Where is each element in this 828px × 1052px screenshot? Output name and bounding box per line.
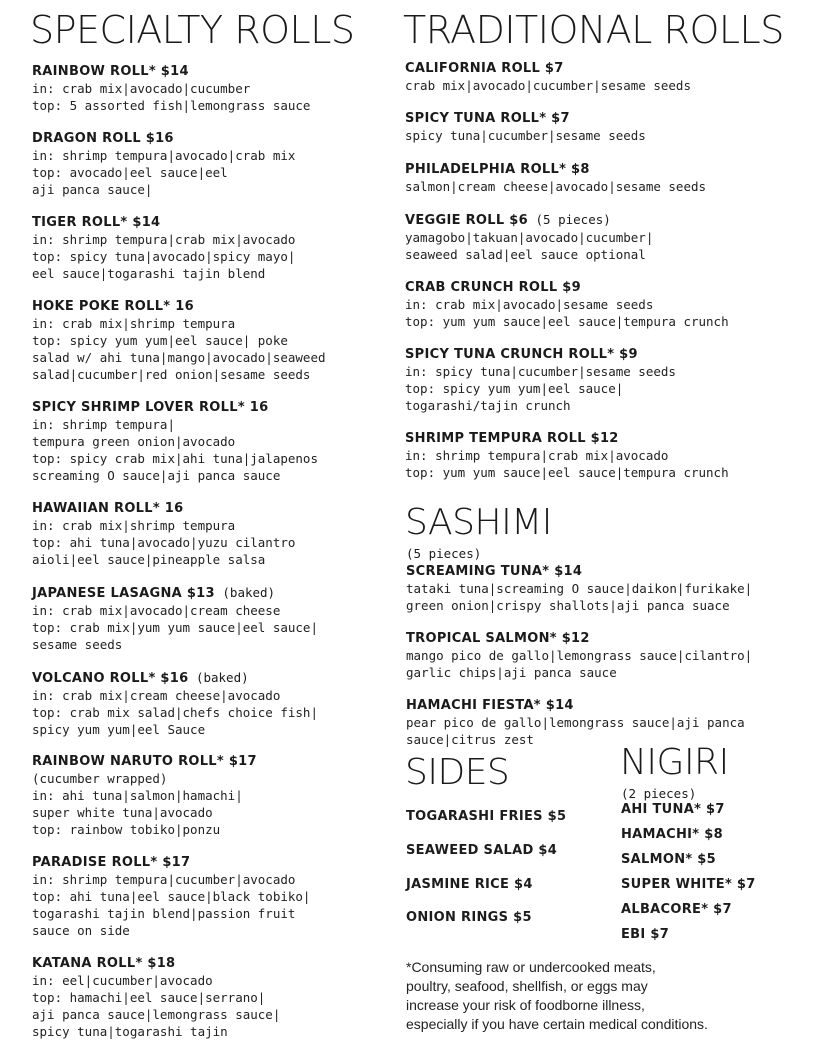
side-item: JASMINE RICE $4 [406,877,533,892]
item-description-line: top: hamachi|eel sauce|serrano| [32,990,266,1005]
disclaimer-line: especially if you have certain medical conditions. [406,1016,708,1032]
menu-item [406,563,752,614]
item-name [32,753,257,770]
item-name-text: JAPANESE LASAGNA $13 [32,586,215,601]
menu-item [32,669,318,738]
menu-item [32,854,310,939]
item-name [405,110,646,127]
item-name-text: KATANA ROLL* $18 [32,956,176,971]
menu-item [405,211,653,263]
item-name [32,214,295,231]
item-description-line: aji panca sauce|lemongrass sauce| [32,1007,281,1022]
item-description-line: salad|cucumber|red onion|sesame seeds [32,367,311,382]
specialty-rolls-title: SPECIALTY ROLLS [30,8,355,52]
menu-item [405,430,729,481]
item-name-text: CRAB CRUNCH ROLL $9 [405,280,581,295]
menu-item [32,399,318,484]
side-item: ONION RINGS $5 [406,910,532,925]
item-description-line: togarashi tajin blend|passion fruit [32,906,296,921]
nigiri-item: ALBACORE* $7 [621,902,732,917]
item-description-line: garlic chips|aji panca sauce [406,665,617,680]
item-description-line: in: crab mix|avocado|cucumber [32,81,251,96]
menu-item [32,753,257,838]
item-description-line: aji panca sauce| [32,182,153,197]
item-name-text: RAINBOW NARUTO ROLL* $17 [32,754,257,769]
item-description-line: in: crab mix|shrimp tempura [32,316,236,331]
nigiri-item: EBI $7 [621,927,670,942]
menu-item [32,584,318,653]
item-description-line: screaming O sauce|aji panca sauce [32,468,281,483]
item-description-line: in: shrimp tempura| [32,417,175,432]
item-name [406,563,752,580]
item-name [32,955,280,972]
disclaimer-line: increase your risk of foodborne illness, [406,997,645,1013]
item-name [405,430,729,447]
item-description-line: top: rainbow tobiko|ponzu [32,822,221,837]
item-description-line: green onion|crispy shallots|aji panca suace [406,598,730,613]
item-description-line: top: avocado|eel sauce|eel [32,165,228,180]
item-name-text: RAINBOW ROLL* $14 [32,64,189,79]
disclaimer-line: poultry, seafood, shellfish, or eggs may [406,978,648,994]
sashimi-title: SASHIMI [405,502,552,543]
item-name-text: SPICY TUNA ROLL* $7 [405,111,570,126]
item-description-line: pear pico de gallo|lemongrass sauce|aji panca [406,715,745,730]
item-name [405,161,706,178]
item-name [406,630,752,647]
item-description-line: top: spicy crab mix|ahi tuna|jalapenos [32,451,318,466]
item-description-line: mango pico de gallo|lemongrass sauce|cilantro| [406,648,753,663]
disclaimer-line: *Consuming raw or undercooked meats, [406,959,656,975]
nigiri-item: HAMACHI* $8 [621,827,723,842]
item-description-line: top: spicy yum yum|eel sauce| [405,381,624,396]
traditional-rolls-title: TRADITIONAL ROLLS [403,8,784,52]
menu-item [405,279,729,330]
item-name [32,63,310,80]
item-description-line: in: crab mix|cream cheese|avocado [32,688,281,703]
item-name-text: SPICY SHRIMP LOVER ROLL* 16 [32,400,269,415]
item-description-line: spicy tuna|togarashi tajin [32,1024,228,1039]
item-name-text: TROPICAL SALMON* $12 [406,631,590,646]
item-name [32,854,310,871]
item-description-line: in: shrimp tempura|crab mix|avocado [405,448,669,463]
item-name [406,697,745,714]
menu-item [32,955,280,1040]
item-name [32,669,318,687]
item-name [32,584,318,602]
item-description-line: seaweed salad|eel sauce optional [405,247,646,262]
item-description-line: super white tuna|avocado [32,805,213,820]
item-description-line: tataki tuna|screaming O sauce|daikon|furikake| [406,581,753,596]
menu-item [405,161,706,195]
item-description-line: in: crab mix|avocado|cream cheese [32,603,281,618]
sides-title: SIDES [405,752,510,793]
nigiri-item: SUPER WHITE* $7 [621,877,756,892]
item-name-text: CALIFORNIA ROLL $7 [405,61,564,76]
item-description-line: crab mix|avocado|cucumber|sesame seeds [405,78,691,93]
item-description-line: top: spicy tuna|avocado|spicy mayo| [32,249,296,264]
item-description-line: top: crab mix salad|chefs choice fish| [32,705,318,720]
item-description-line: sesame seeds [32,637,123,652]
item-name-text: PARADISE ROLL* $17 [32,855,191,870]
sashimi-pieces-note: (5 pieces) [406,546,482,561]
item-name-text: VEGGIE ROLL $6 [405,213,528,228]
menu-item [405,346,676,414]
item-description-line: sauce on side [32,923,130,938]
item-name [32,130,295,147]
item-description-line: in: crab mix|avocado|sesame seeds [405,297,654,312]
side-item: SEAWEED SALAD $4 [406,843,558,858]
item-description-line: top: ahi tuna|eel sauce|black tobiko| [32,889,311,904]
item-name [405,279,729,296]
item-description-line: in: spicy tuna|cucumber|sesame seeds [405,364,676,379]
item-description-line: salad w/ ahi tuna|mango|avocado|seaweed [32,350,326,365]
menu-item [406,630,752,681]
item-name-text: HAWAIIAN ROLL* 16 [32,501,184,516]
menu-item [406,697,745,748]
item-description-line: in: shrimp tempura|crab mix|avocado [32,232,296,247]
side-item: TOGARASHI FRIES $5 [406,809,567,824]
item-name [405,211,653,229]
item-name-text: SCREAMING TUNA* $14 [406,564,583,579]
menu-item [32,214,295,282]
menu-item [32,63,310,114]
item-description-line: togarashi/tajin crunch [405,398,571,413]
item-description-line: yamagobo|takuan|avocado|cucumber| [405,230,654,245]
item-note: (baked) [214,585,276,600]
item-name-text: HOKE POKE ROLL* 16 [32,299,194,314]
nigiri-pieces-note: (2 pieces) [621,786,697,801]
item-name-text: HAMACHI FIESTA* $14 [406,698,574,713]
item-description-line: spicy tuna|cucumber|sesame seeds [405,128,646,143]
item-description-line: top: ahi tuna|avocado|yuzu cilantro [32,535,296,550]
item-description-line: in: eel|cucumber|avocado [32,973,213,988]
item-name-text: PHILADELPHIA ROLL* $8 [405,162,590,177]
nigiri-item: SALMON* $5 [621,852,716,867]
item-name [32,298,326,315]
item-description-line: tempura green onion|avocado [32,434,236,449]
item-description-line: top: 5 assorted fish|lemongrass sauce [32,98,311,113]
item-name-text: SHRIMP TEMPURA ROLL $12 [405,431,619,446]
item-name [405,346,676,363]
item-description-line: eel sauce|togarashi tajin blend [32,266,266,281]
menu-item [32,298,326,383]
item-description-line: in: ahi tuna|salmon|hamachi| [32,788,243,803]
menu-item [405,110,646,144]
food-safety-disclaimer [406,958,708,1034]
item-description-line: sauce|citrus zest [406,732,534,747]
item-note: (baked) [188,670,249,685]
item-description-line: in: shrimp tempura|avocado|crab mix [32,148,296,163]
item-note: (5 pieces) [527,212,611,227]
item-description-line: salmon|cream cheese|avocado|sesame seeds [405,179,707,194]
item-name-text: VOLCANO ROLL* $16 [32,671,189,686]
item-name [32,399,318,416]
item-name-text: DRAGON ROLL $16 [32,131,174,146]
item-description-line: aioli|eel sauce|pineapple salsa [32,552,266,567]
item-description-line: top: crab mix|yum yum sauce|eel sauce| [32,620,318,635]
menu-item [32,130,295,198]
item-description-line: spicy yum yum|eel Sauce [32,722,206,737]
item-name-text: SPICY TUNA CRUNCH ROLL* $9 [405,347,638,362]
item-description-line: top: spicy yum yum|eel sauce| poke [32,333,288,348]
item-description-line: in: shrimp tempura|cucumber|avocado [32,872,296,887]
item-name [405,60,691,77]
item-description-line: (cucumber wrapped) [32,771,168,786]
item-description-line: top: yum yum sauce|eel sauce|tempura crunch [405,465,729,480]
menu-item [405,60,691,94]
menu-item [32,500,295,568]
item-name-text: TIGER ROLL* $14 [32,215,161,230]
nigiri-title: NIGIRI [620,742,729,783]
item-description-line: in: crab mix|shrimp tempura [32,518,236,533]
item-name [32,500,295,517]
nigiri-item: AHI TUNA* $7 [621,802,725,817]
item-description-line: top: yum yum sauce|eel sauce|tempura crunch [405,314,729,329]
